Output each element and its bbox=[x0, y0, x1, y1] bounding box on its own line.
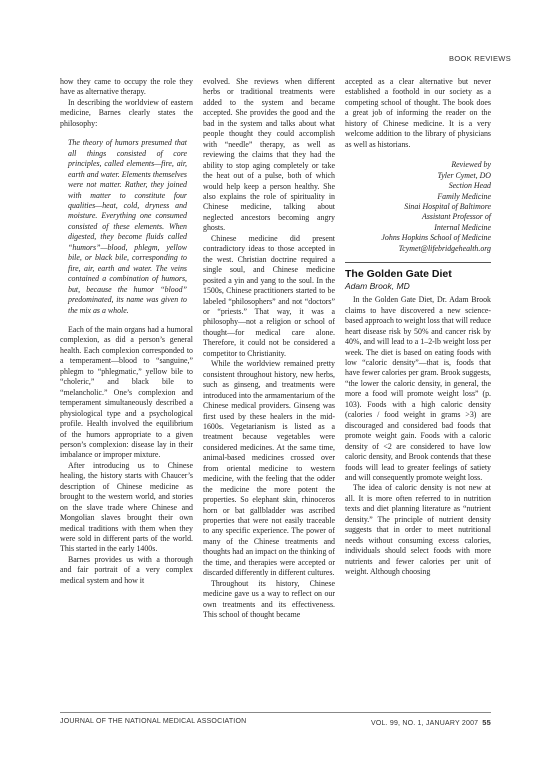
paragraph: Barnes provides us with a thorough and fair portrait of a very complex medical system and how it bbox=[60, 554, 193, 585]
paragraph: Throughout its history, Chinese medicine gave us a way to reflect on our own treatments and its effectiveness. This school of thought became bbox=[203, 578, 335, 620]
sig-line: Internal Medicine bbox=[434, 222, 491, 232]
sig-line: Assistant Professor of bbox=[422, 212, 491, 222]
page-number: 55 bbox=[482, 718, 491, 727]
paragraph: accepted as a clear alternative but never established a foothold in our society as a competing school of thought. The book does a great job of informing the reader on the history of Chinese medicine. It is a very welcome addition to the library of physicians as well as historians. bbox=[345, 77, 491, 149]
footer-issue bbox=[371, 718, 491, 727]
paragraph: In describing the worldview of eastern medicine, Barnes clearly states the philosophy: bbox=[60, 97, 193, 128]
paragraph: While the worldview remained pretty consistent throughout history, new herbs, such as ginseng, and treatments were introduced into the armamentarium of the Chinese medical providers. Ginseng was first used by these healers in the mid-1600s. Vegetarianism is listed as a treatment because vegetables were considered medicines. At the same time, animal-based medicines crossed over from oriental medicine to western medicine, with the feeling that the odder the medicine the more potent the properties. So elephant skin, rhinoceros horn or bat gallbladder was ascribed properties that were not easily traceable to any specific experience. The power of many of the Chinese treatments and thoughts had an impact on the thinking of the time, and therapies were accepted or discarded differently in different cultures. bbox=[203, 359, 335, 578]
paragraph: After introducing us to Chinese healing, the history starts with Chaucer’s description of Chinese medicine as brought to the western world, and stories on the slave trade where Chinese and Mongolian slaves brought their own medical traditions with them when they were sold in different parts of the world. This started in the early 1400s. bbox=[60, 460, 193, 554]
footer-divider bbox=[60, 712, 491, 713]
column-2 bbox=[203, 77, 335, 621]
issue-info: VOL. 99, NO. 1, JANUARY 2007 bbox=[370, 720, 479, 727]
paragraph: In the Golden Gate Diet, Dr. Adam Brook claims to have discovered a new science-based approach to weight loss that will reduce heart disease risk by 50% and cancer risk by 40%, and will lead to a 1–2-lb weight loss per week. The diet is based on eating foods with low “caloric density”—that is, foods that have fewer calories per gram. Brook suggests, “the lower the caloric density, in general, the more a food will promote weight loss” (p. 103). Foods with a high caloric density (calories / food weight in grams >3) are discouraged and considered bad foods that promote weight gain. Foods with a caloric density of <2 are considered to have low caloric density, and Brook contends that these foods will lead to greater feelings of satiety and will consequently promote weight loss. bbox=[345, 295, 491, 482]
review-author: Adam Brook, MD bbox=[345, 281, 410, 292]
section-divider bbox=[345, 262, 491, 263]
running-header: BOOK REVIEWS bbox=[449, 54, 511, 63]
paragraph: how they came to occupy the role they have as alternative therapy. bbox=[60, 77, 193, 97]
paragraph: Chinese medicine did present contradictory ideas to those accepted in the west. Christian doctrine required a single soul, and Chinese medicine posited a yin and yang to the soul. In the 1500s, Chinese practitioners started to be labeled “philosophers” and not “doctors” or “priests.” That way, it was a philosophy—not a religion or school of thought—for medical care alone. Therefore, it could not be considered a competitor to Christianity. bbox=[203, 233, 335, 358]
sig-line: Johns Hopkins School of Medicine bbox=[381, 233, 491, 243]
footer-journal: JOURNAL OF THE NATIONAL MEDICAL ASSOCIATION bbox=[60, 718, 247, 725]
paragraph: evolved. She reviews when different herbs or traditional treatments were added to the system and became accepted. She provides the good and the bad in the system and talks about what people thought they could accomplish with “needle” therapy, as well as reviewing the claims that they had the ability to stop aging completely or take the heat out of a pulse, both of which would help keep a person healthy. She also explains the role of spirituality in Chinese medicine, talking about neglected ancestors becoming angry ghosts. bbox=[203, 77, 335, 233]
sig-line: Family Medicine bbox=[437, 191, 491, 201]
reviewer-email[interactable]: Tcymet@lifebridgehealth.org bbox=[398, 243, 491, 253]
sig-line: Sinai Hospital of Baltimore bbox=[404, 201, 491, 211]
sig-line: Reviewed by bbox=[451, 160, 491, 170]
block-quote: The theory of humors presumed that all things consisted of core principles, called elements—fire, air, earth and water. Elements themselves were not matter. Rather, they joined with matter to constitute four qualities—heat, cold, dryness and moisture. Everything one consumed consisted of these elements. When digested, they become fluids called “humors”—blood, phlegm, yellow bile, or black bile, corresponding to fire, air, earth and water. The veins contained a combination of humors, but, because the humor “blood” predominated, its name was given to the mix as a whole. bbox=[68, 138, 187, 315]
sig-line: Section Head bbox=[448, 181, 491, 191]
reviewer-signature bbox=[345, 160, 491, 254]
paragraph: The idea of caloric density is not new at all. It is more often referred to in nutrition texts and diet planning literature as “nutrient density.” The principle of nutrient density suggests that in order to meet nutritional needs without consuming excess calories, individuals should select foods with more nutrients and fewer calories per unit of weight. Although choosing bbox=[345, 483, 491, 577]
review-title: The Golden Gate Diet bbox=[345, 268, 452, 281]
paragraph: Each of the main organs had a humoral complexion, as did a person’s general health. Each complexion corresponded to a temperament—blood to “sanguine,” phlegm to “phlegmatic,” yellow bile to “choleric,” and black bile to “melancholic.” One’s complexion and temperament simultaneously described a physiological type and a psychological profile. Health involved the equilibrium of the humors appropriate to a given person’s complexion: disease lay in their imbalance or improper mixture. bbox=[60, 324, 193, 460]
column-1 bbox=[60, 77, 193, 586]
column-3 bbox=[345, 77, 491, 577]
sig-line: Tyler Cymet, DO bbox=[437, 170, 491, 180]
